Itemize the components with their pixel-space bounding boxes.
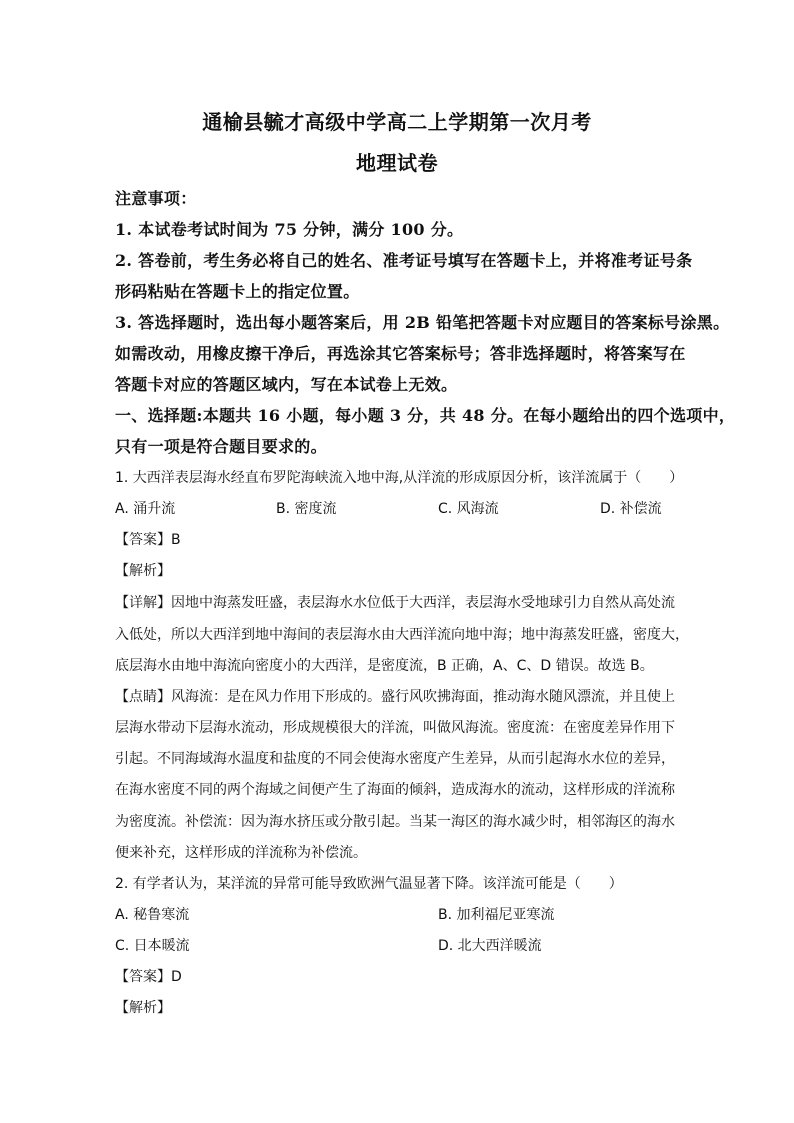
- question-2-option-a: A. 秘鲁寒流: [115, 907, 190, 923]
- question-1-point-line: 便来补充，这样形成的洋流称为补偿流。: [115, 845, 367, 861]
- question-1-option-d: D. 补偿流: [600, 501, 662, 517]
- question-1-stem: 1. 大西洋表层海水经直布罗陀海峡流入地中海,从洋流的形成原因分析，该洋流属于（ ）: [115, 470, 684, 486]
- question-1-point-line: 在海水密度不同的两个海域之间便产生了海面的倾斜，造成海水的流动，这样形成的洋流称: [115, 782, 675, 798]
- notice-line: 2. 答卷前，考生务必将自己的姓名、准考证号填写在答题卡上，并将准考证号条: [115, 251, 693, 270]
- question-2-option-d: D. 北大西洋暖流: [438, 938, 542, 954]
- question-1-answer: 【答案】B: [115, 532, 181, 548]
- exam-title: 通榆县毓才高级中学高二上学期第一次月考: [202, 110, 592, 134]
- question-2-option-c: C. 日本暖流: [115, 938, 190, 954]
- question-2-answer: 【答案】D: [115, 969, 182, 985]
- notice-line: 答题卡对应的答题区域内，写在本试卷上无效。: [115, 375, 458, 394]
- section-heading: 一、选择题:本题共 16 小题，每小题 3 分，共 48 分。在每小题给出的四个选项中，: [115, 406, 736, 425]
- question-1-detail-line: 入低处，所以大西洋到地中海间的表层海水由大西洋流向地中海；地中海蒸发旺盛，密度大，: [115, 627, 689, 643]
- section-heading: 只有一项是符合题目要求的。: [115, 437, 327, 456]
- question-2-analysis-label: 【解析】: [115, 1000, 171, 1016]
- notice-line: 如需改动，用橡皮擦干净后，再选涂其它答案标号；答非选择题时，将答案写在: [115, 344, 686, 363]
- question-1-point-line: 引起。不同海域海水温度和盐度的不同会使海水密度产生差异，从而引起海水水位的差异，: [115, 751, 675, 767]
- exam-subtitle: 地理试卷: [356, 151, 438, 175]
- question-1-option-c: C. 风海流: [438, 501, 499, 517]
- question-1-point-line: 层海水带动下层海水流动，形成规模很大的洋流，叫做风海流。密度流：在密度差异作用下: [115, 720, 675, 736]
- notice-line: 形码粘贴在答题卡上的指定位置。: [115, 282, 360, 301]
- notice-line: 1. 本试卷考试时间为 75 分钟，满分 100 分。: [115, 220, 464, 239]
- question-1-detail-line: 【详解】因地中海蒸发旺盛，表层海水水位低于大西洋，表层海水受地球引力自然从高处流: [115, 595, 675, 611]
- question-1-point-line: 【点睛】风海流：是在风力作用下形成的。盛行风吹拂海面，推动海水随风漂流，并且使上: [115, 689, 675, 705]
- question-1-option-a: A. 涌升流: [115, 501, 176, 517]
- notice-heading: 注意事项：: [115, 189, 197, 208]
- notice-line: 3. 答选择题时，选出每小题答案后，用 2B 铅笔把答题卡对应题目的答案标号涂黑。: [115, 313, 730, 332]
- question-1-detail-line: 底层海水由地中海流向密度小的大西洋，是密度流，B 正确，A、C、D 错误。故选 B。: [115, 658, 654, 674]
- question-1-analysis-label: 【解析】: [115, 563, 171, 579]
- question-1-option-b: B. 密度流: [276, 501, 337, 517]
- question-2-stem: 2. 有学者认为，某洋流的异常可能导致欧洲气温显著下降。该洋流可能是（ ）: [115, 876, 623, 892]
- question-2-option-b: B. 加利福尼亚寒流: [438, 907, 555, 923]
- question-1-point-line: 为密度流。补偿流：因为海水挤压或分散引起。当某一海区的海水减少时，相邻海区的海水: [115, 814, 675, 830]
